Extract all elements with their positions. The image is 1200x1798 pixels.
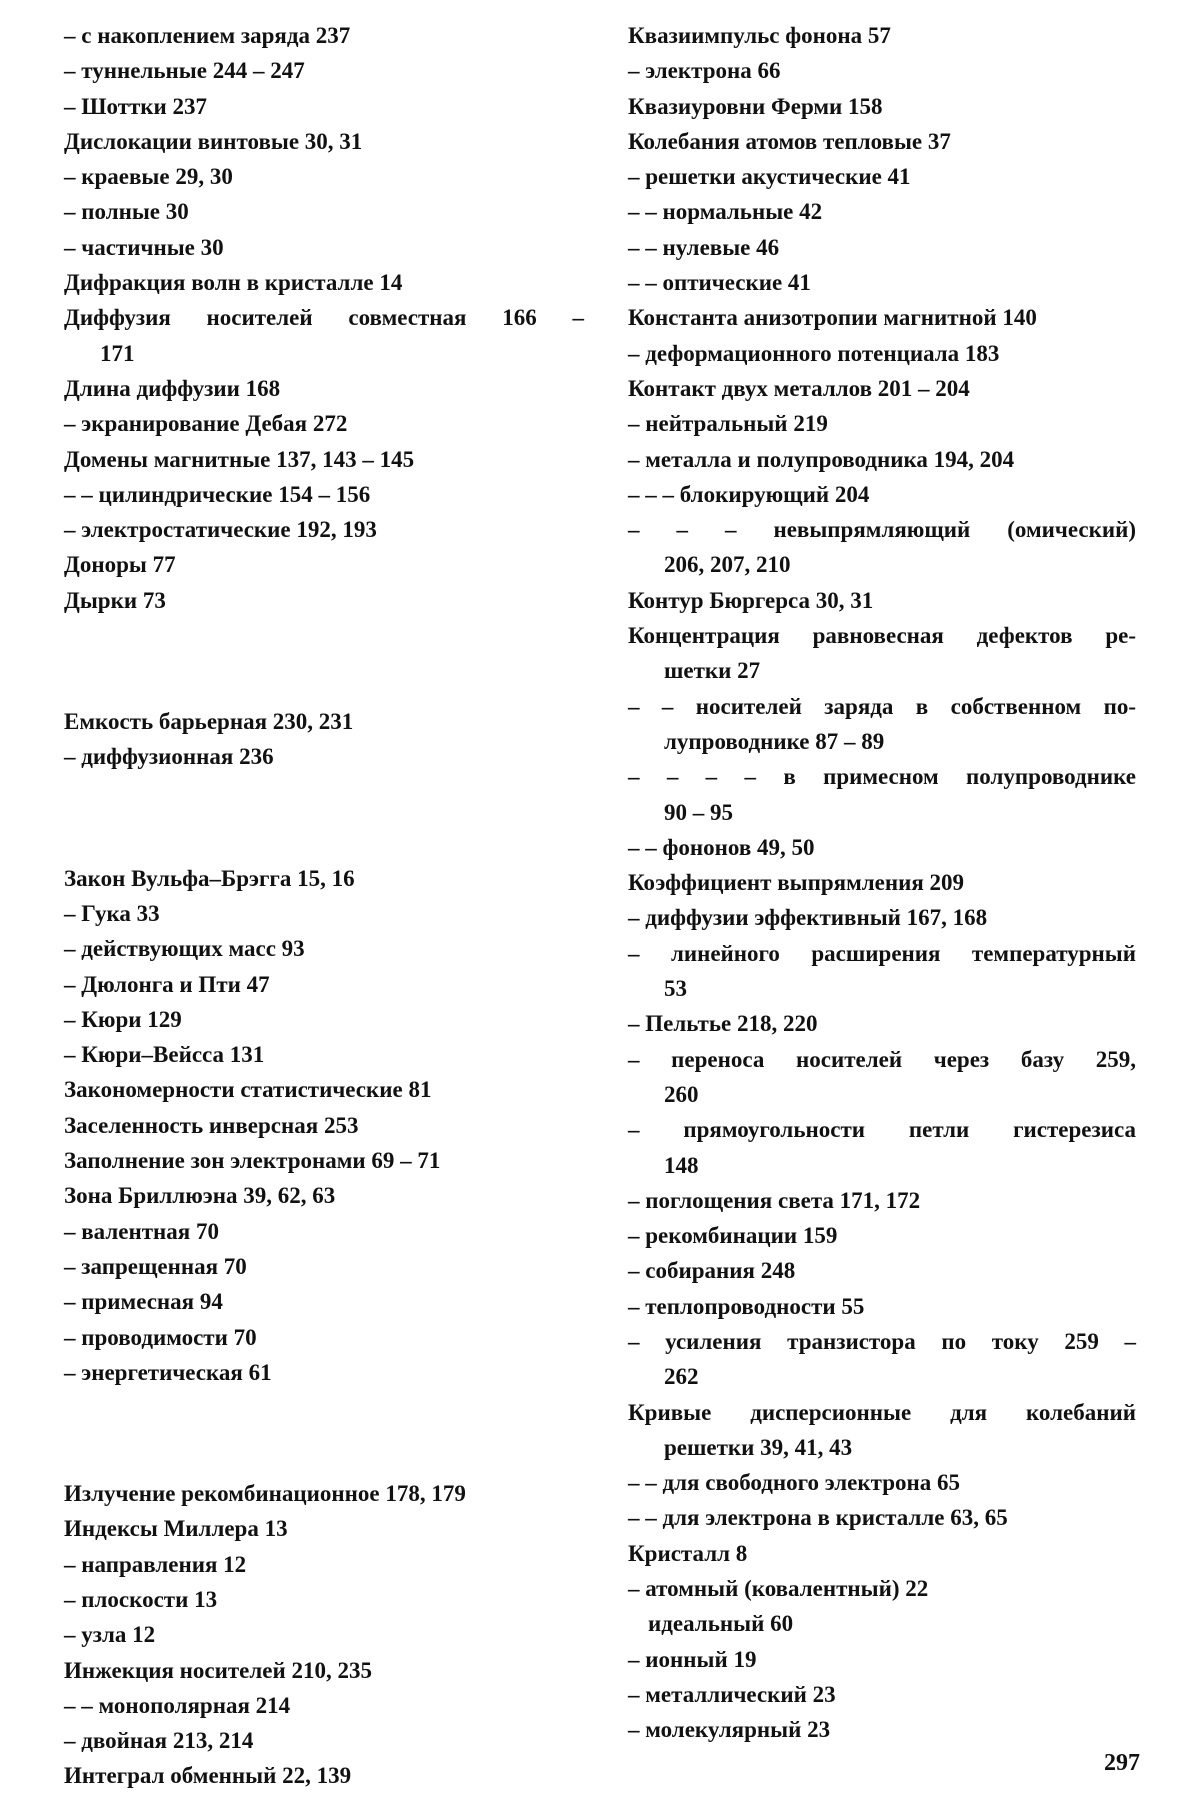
index-entry: Квазиуровни Ферми 158 bbox=[628, 93, 883, 119]
index-entry-continuation: 171 bbox=[100, 340, 135, 366]
index-entry: Длина диффузии 168 bbox=[64, 375, 281, 401]
index-entry: Коэффициент выпрямления 209 bbox=[628, 870, 965, 896]
index-entry: Колебания атомов тепловые 37 bbox=[628, 128, 951, 154]
index-entry: Закон Вульфа–Брэгга 15, 16 bbox=[64, 865, 355, 891]
letter-gap bbox=[64, 775, 584, 861]
index-entry: Контакт двух металлов 201 – 204 bbox=[628, 375, 970, 401]
index-entry: Квазиимпульс фонона 57 bbox=[628, 23, 891, 48]
index-entry: Излучение рекомбинационное 178, 179 bbox=[64, 1481, 466, 1507]
index-entry: – – оптические 41 bbox=[628, 270, 811, 296]
index-entry: Инжекция носителей 210, 235 bbox=[64, 1657, 373, 1683]
index-entry: – – нулевые 46 bbox=[628, 234, 780, 260]
index-entry: – двойная 213, 214 bbox=[64, 1728, 254, 1754]
index-entry: – диффузии эффективный 167, 168 bbox=[628, 905, 988, 931]
index-entry-continuation: 206, 207, 210 bbox=[664, 552, 791, 578]
index-entry-continuation: 260 bbox=[664, 1081, 699, 1107]
index-entry: – проводимости 70 bbox=[64, 1324, 257, 1350]
index-entry: – – – – в примесном полупроводнике bbox=[628, 764, 1136, 790]
index-entry: – ионный 19 bbox=[628, 1646, 757, 1672]
index-column-left bbox=[64, 18, 584, 1794]
index-entry: – металлический 23 bbox=[628, 1681, 836, 1707]
index-entry: – диффузионная 236 bbox=[64, 744, 274, 770]
index-block-z bbox=[64, 861, 584, 1390]
index-entry: – рекомбинации 159 bbox=[628, 1223, 838, 1249]
index-entry: – – для свободного электрона 65 bbox=[628, 1470, 961, 1496]
index-entry: – – монополярная 214 bbox=[64, 1692, 291, 1718]
index-entry: – энергетическая 61 bbox=[64, 1359, 272, 1385]
index-entry: – – носителей заряда в собственном по- bbox=[628, 693, 1136, 719]
index-entry: – – – невыпрямляющий (омический) bbox=[628, 517, 1136, 543]
index-entry-continuation: 148 bbox=[664, 1152, 699, 1178]
index-entry: Контур Бюргерса 30, 31 bbox=[628, 587, 874, 613]
index-entry: Диффузия носителей совместная 166 – bbox=[64, 305, 584, 331]
index-entry: – молекулярный 23 bbox=[628, 1717, 831, 1743]
index-entry: – усиления транзистора по току 259 – bbox=[628, 1328, 1136, 1354]
index-entry-continuation: шетки 27 bbox=[664, 658, 761, 684]
index-entry: – узла 12 bbox=[64, 1622, 156, 1648]
index-entry: – – фононов 49, 50 bbox=[628, 834, 815, 860]
index-entry: Доноры 77 bbox=[64, 552, 176, 578]
letter-gap bbox=[64, 1390, 584, 1476]
index-entry: – запрещенная 70 bbox=[64, 1253, 247, 1279]
index-entry: Дифракция волн в кристалле 14 bbox=[64, 270, 403, 296]
index-entry: – – нормальные 42 bbox=[628, 199, 823, 225]
index-entry: – Шоттки 237 bbox=[64, 93, 208, 119]
index-entry: Дислокации винтовые 30, 31 bbox=[64, 128, 363, 154]
index-entry: – линейного расширения температурный bbox=[628, 940, 1136, 966]
index-entry: Емкость барьерная 230, 231 bbox=[64, 709, 354, 735]
page-number: 297 bbox=[1104, 1750, 1140, 1776]
index-entry: – частичные 30 bbox=[64, 234, 224, 260]
index-entry: Концентрация равновесная дефектов ре- bbox=[628, 623, 1136, 649]
index-entry: – экранирование Дебая 272 bbox=[64, 411, 348, 437]
index-entry-continuation: 53 bbox=[664, 976, 687, 1002]
index-entry: – – – блокирующий 204 bbox=[628, 481, 870, 507]
index-entry-continuation: 262 bbox=[664, 1364, 699, 1390]
index-entry: – прямоугольности петли гистерезиса bbox=[628, 1117, 1136, 1143]
index-entry-continuation: решетки 39, 41, 43 bbox=[664, 1434, 853, 1460]
index-entry: – направления 12 bbox=[64, 1551, 247, 1577]
index-entry: – нейтральный 219 bbox=[628, 411, 828, 437]
index-block-d bbox=[64, 18, 584, 618]
index-entry: – с накоплением заряда 237 bbox=[64, 23, 351, 48]
index-entry: Зона Бриллюэна 39, 62, 63 bbox=[64, 1183, 336, 1209]
index-entry-continuation: лупроводнике 87 – 89 bbox=[664, 728, 885, 754]
index-entry: – Кюри–Вейсса 131 bbox=[64, 1042, 265, 1068]
index-entry: – атомный (ковалентный) 22 bbox=[628, 1576, 929, 1602]
index-entry: – действующих масс 93 bbox=[64, 936, 305, 962]
index-entry: Индексы Миллера 13 bbox=[64, 1516, 288, 1542]
index-entry: Домены магнитные 137, 143 – 145 bbox=[64, 446, 415, 472]
index-block-e bbox=[64, 704, 584, 775]
index-entry: – полные 30 bbox=[64, 199, 189, 225]
index-entry: – решетки акустические 41 bbox=[628, 164, 911, 190]
index-entry: – электростатические 192, 193 bbox=[64, 517, 377, 543]
index-entry: – Дюлонга и Пти 47 bbox=[64, 971, 270, 997]
index-entry: – краевые 29, 30 bbox=[64, 164, 233, 190]
index-column-right bbox=[628, 18, 1136, 1748]
index-entry: – – для электрона в кристалле 63, 65 bbox=[628, 1505, 1008, 1531]
index-block-i bbox=[64, 1476, 584, 1794]
index-entry: – теплопроводности 55 bbox=[628, 1293, 865, 1319]
index-entry: – примесная 94 bbox=[64, 1289, 223, 1315]
index-entry: Закономерности статистические 81 bbox=[64, 1077, 432, 1103]
index-entry: – деформационного потенциала 183 bbox=[628, 340, 1000, 366]
index-entry: Дырки 73 bbox=[64, 587, 166, 613]
index-entry: Константа анизотропии магнитной 140 bbox=[628, 305, 1037, 331]
index-entry: – электрона 66 bbox=[628, 58, 781, 84]
index-entry: Кривые дисперсионные для колебаний bbox=[628, 1399, 1136, 1425]
index-entry: Заполнение зон электронами 69 – 71 bbox=[64, 1148, 441, 1174]
index-entry: – поглощения света 171, 172 bbox=[628, 1187, 921, 1213]
index-entry: – плоскости 13 bbox=[64, 1586, 218, 1612]
index-entry: идеальный 60 bbox=[648, 1611, 794, 1637]
index-entry: – – цилиндрические 154 – 156 bbox=[64, 481, 371, 507]
index-entry: – Кюри 129 bbox=[64, 1006, 182, 1032]
index-entry: – Гука 33 bbox=[64, 900, 160, 926]
index-entry: Интеграл обменный 22, 139 bbox=[64, 1763, 352, 1789]
index-entry: – металла и полупроводника 194, 204 bbox=[628, 446, 1015, 472]
index-entry-continuation: 90 – 95 bbox=[664, 799, 733, 825]
index-entry: – валентная 70 bbox=[64, 1218, 219, 1244]
index-entry: – туннельные 244 – 247 bbox=[64, 58, 305, 84]
index-entry: Заселенность инверсная 253 bbox=[64, 1112, 359, 1138]
letter-gap bbox=[64, 618, 584, 704]
index-entry: – собирания 248 bbox=[628, 1258, 796, 1284]
index-entry: Кристалл 8 bbox=[628, 1540, 748, 1566]
index-entry: – Пельтье 218, 220 bbox=[628, 1011, 818, 1037]
index-entry: – переноса носителей через базу 259, bbox=[628, 1046, 1136, 1072]
